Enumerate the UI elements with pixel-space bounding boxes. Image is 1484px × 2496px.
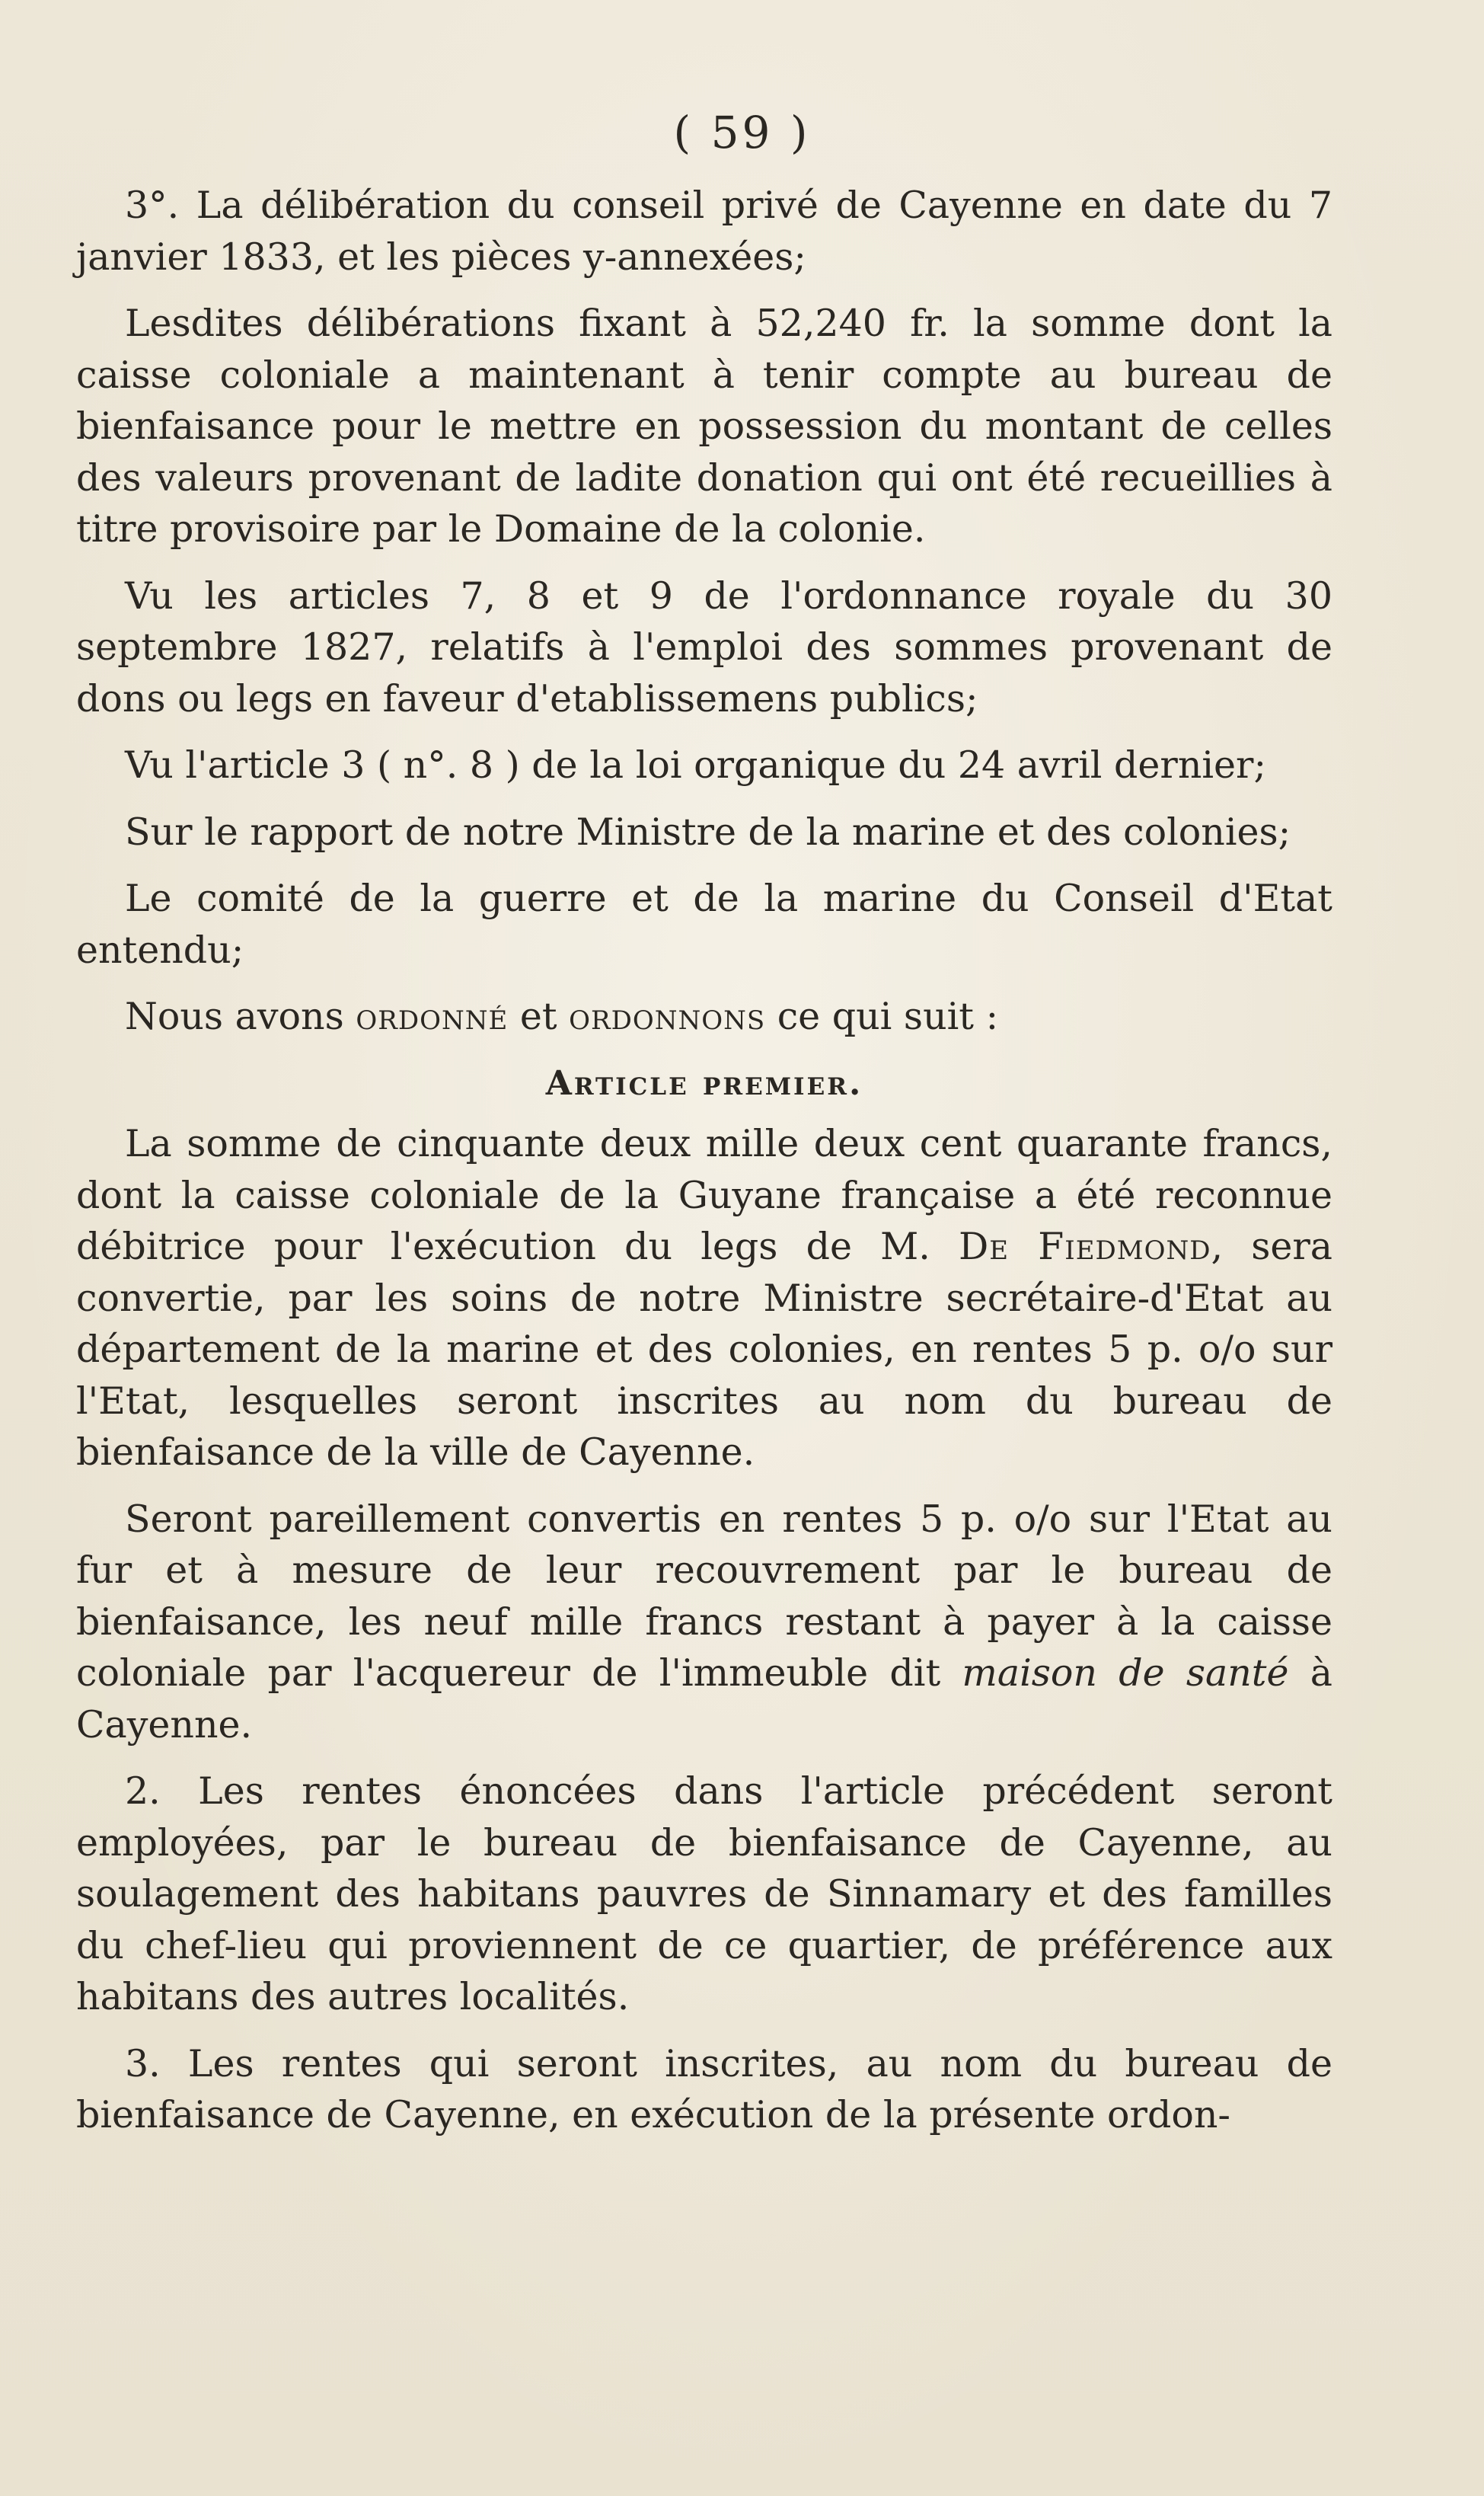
paragraph-lesdites: Lesdites délibérations fixant à 52,240 fr. la somme dont la caisse coloniale a maintenant à tenir compte au bureau de bienfaisance pour le mettre en possession du montant de celles des valeurs provenant de ladite donation qui ont été recueillies à titre provisoire par le Domaine de la colonie. (76, 302, 1332, 551)
paragraph-article-3: 3. Les rentes qui seront inscrites, au nom du bureau de bienfaisance de Cayenne, en exécution de la présente ordon- (76, 2041, 1332, 2136)
paragraph-comite: Le comité de la guerre et de la marine du Conseil d'Etat entendu; (76, 877, 1332, 972)
article-1-text-a: La somme de cinquante deux mille deux cent quarante francs, dont la caisse coloniale de la Guyane française a été reconnue débitrice pour l'exécution du legs de M. (76, 1122, 1332, 1268)
ce-qui-suit-text: ce qui suit : (765, 995, 999, 1038)
paragraph-nous-avons (76, 991, 1332, 1043)
nous-avons-text: Nous avons (125, 995, 356, 1038)
paragraph-vu-article-3: Vu l'article 3 ( n°. 8 ) de la loi organique du 24 avril dernier; (125, 743, 1266, 787)
maison-de-sante: maison de santé (962, 1651, 1289, 1695)
paragraph-deliberation: 3°. La délibération du conseil privé de Cayenne en date du 7 janvier 1833, et les pièces y-annexées; (76, 184, 1332, 279)
paragraph-seront (76, 1494, 1332, 1751)
seront-text-a: Seront pareillement convertis en rentes 5 p. o/o sur l'Etat au fur et à mesure de leur recouvrement par le bureau de bienfaisance, les neuf mille francs restant à payer à la caisse coloniale par l'acquereur de l'immeuble dit (76, 1497, 1332, 1695)
paragraph-article-2: 2. Les rentes énoncées dans l'article précédent seront employées, par le bureau de bienfaisance de Cayenne, au soulagement des habitans pauvres de Sinnamary et des familles du chef-lieu qui proviennent de ce quartier, de préférence aux habitans des autres localités. (76, 1769, 1332, 2018)
seront-text-b: à Cayenne. (76, 1651, 1332, 1747)
article-heading: Article premier. (545, 1063, 863, 1103)
ordonne-word: ordonné (356, 995, 509, 1038)
paragraph-rapport: Sur le rapport de notre Ministre de la marine et des colonies; (125, 810, 1291, 854)
article-1-text-b: , sera convertie, par les soins de notre Ministre secrétaire-d'Etat au département de la marine et des colonies, en rentes 5 p. o/o sur l'Etat, lesquelles seront inscrites au nom du bureau de bienfaisance de la ville de Cayenne. (76, 1225, 1333, 1474)
et-text: et (508, 995, 570, 1038)
name-de-fiedmond: De Fiedmond (959, 1225, 1211, 1268)
body-text (76, 180, 1332, 2156)
page-number: ( 59 ) (673, 107, 811, 158)
paragraph-article-1 (76, 1118, 1332, 1478)
ordonnons-word: ordonnons (569, 995, 766, 1038)
paragraph-vu-articles: Vu les articles 7, 8 et 9 de l'ordonnance royale du 30 septembre 1827, relatifs à l'emploi des sommes provenant de dons ou legs en faveur d'etablissemens publics; (76, 574, 1332, 721)
